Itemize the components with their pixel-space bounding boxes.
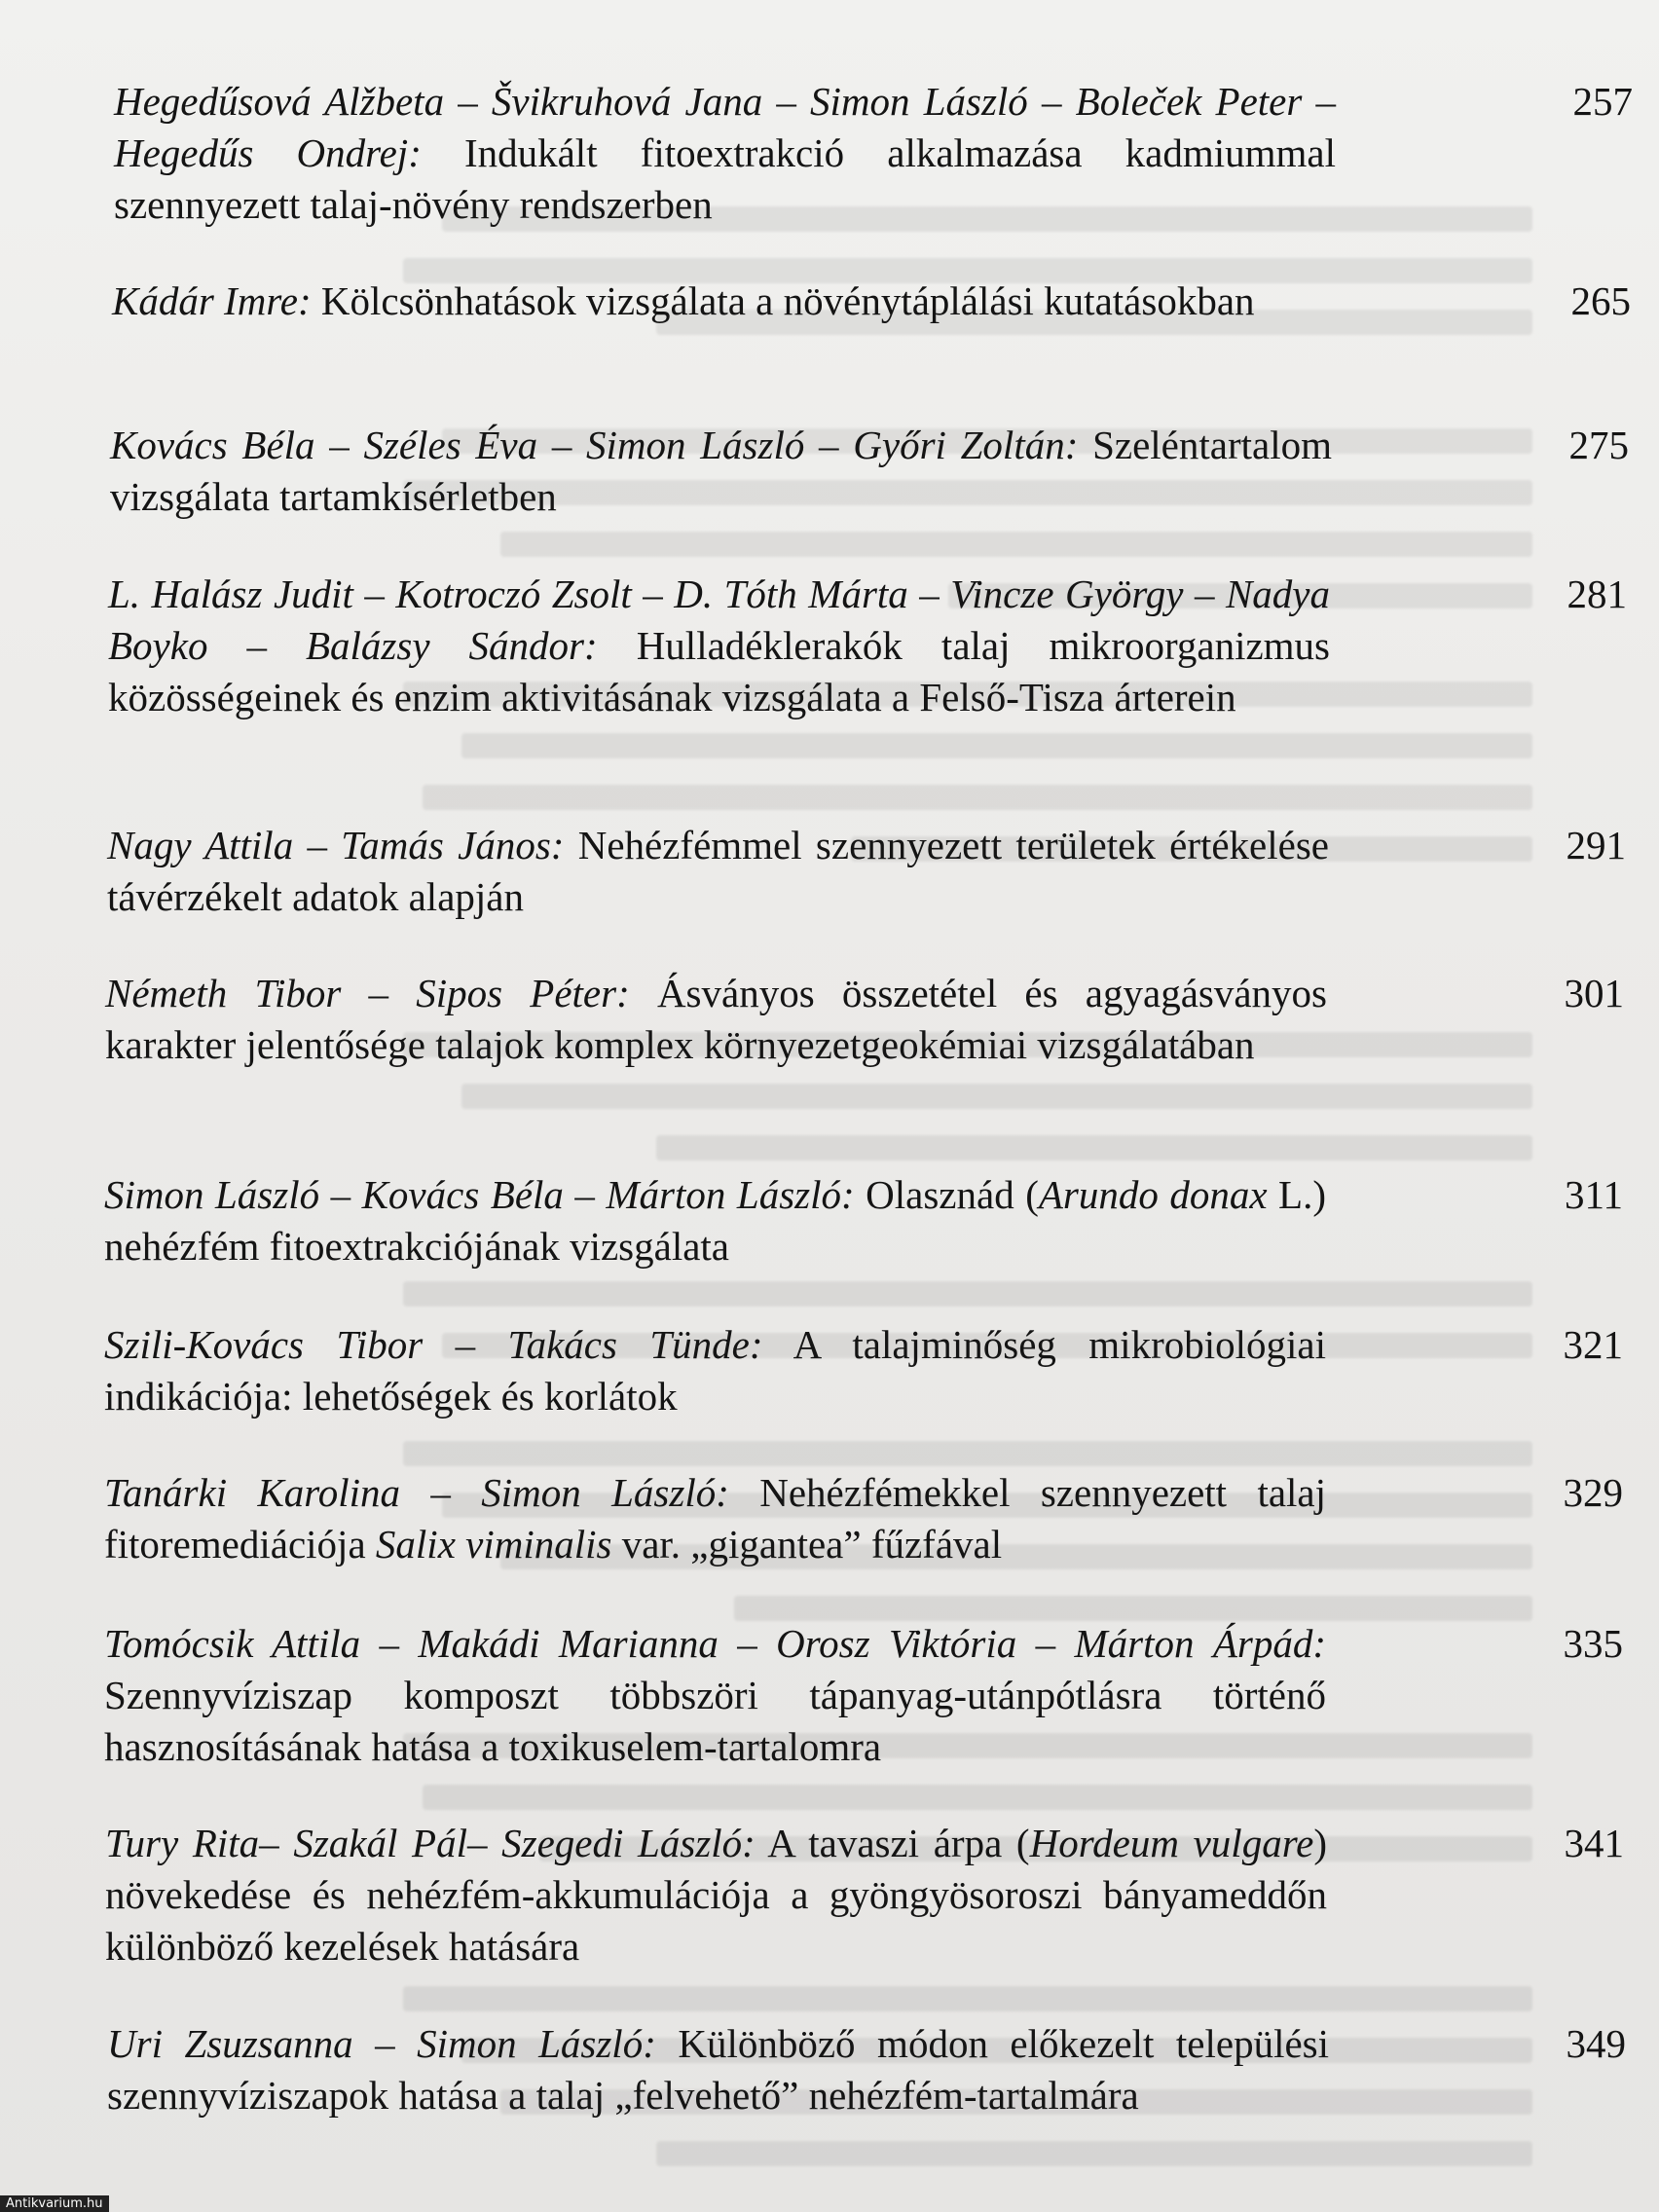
toc-entry-title-species: Arundo donax <box>1038 1172 1268 1217</box>
toc-entry-text <box>107 820 1329 923</box>
toc-entry <box>112 276 1631 327</box>
toc-entry-title: A talajminőség mikrobiológiai indikációja: lehetőségek és korlátok <box>104 1322 1326 1419</box>
toc-entry-authors: Uri Zsuzsanna – Simon László: <box>107 2021 656 2066</box>
toc-entry-title: Szeléntartalom vizsgálata tartamkísérletben <box>110 423 1332 519</box>
toc-entry <box>107 820 1626 923</box>
toc-entry-authors: Hegedűsová Alžbeta – Švikruhová Jana – Simon László – Boleček Peter – Hegedűs Ondrej: <box>114 79 1336 175</box>
toc-entry <box>108 569 1627 723</box>
toc-entry-text <box>114 76 1336 231</box>
toc-entry-authors: Németh Tibor – Sipos Péter: <box>105 971 630 1015</box>
toc-entry-title: Ásványos összetétel és agyagásványos karakter jelentősége talajok komplex környezetgeokémiai vizsgálatában <box>105 971 1327 1067</box>
toc-entry-authors: Kádár Imre: <box>112 278 312 323</box>
toc-entry-page: 275 <box>1568 423 1629 467</box>
toc-entry-page: 311 <box>1565 1172 1623 1217</box>
toc-entry-text <box>110 420 1332 523</box>
toc-entry <box>114 76 1633 231</box>
site-watermark: Antikvarium.hu <box>0 2195 109 2212</box>
toc-entry-page: 321 <box>1563 1322 1623 1367</box>
toc-entry-page: 301 <box>1564 971 1624 1015</box>
toc-entry-authors: Tomócsik Attila – Makádi Marianna – Orosz Viktória – Márton Árpád: <box>104 1621 1326 1666</box>
toc-entry-title-part: var. „gigantea” fűzfával <box>611 1522 1003 1567</box>
toc-entry-page: 349 <box>1566 2021 1626 2066</box>
toc-entry <box>104 1319 1623 1422</box>
toc-entry-text <box>104 1319 1326 1422</box>
toc-entry <box>104 1467 1623 1570</box>
toc-entry-text <box>108 569 1330 723</box>
toc-entry-authors: Kovács Béla – Széles Éva – Simon László – Győri Zoltán: <box>110 423 1079 467</box>
toc-entry-authors: L. Halász Judit – Kotroczó Zsolt – D. Tóth Márta – Vincze György – Nadya Boyko – Balázsy Sándor: <box>108 571 1330 668</box>
toc-entry <box>107 2018 1626 2121</box>
toc-entry-page: 281 <box>1567 571 1627 616</box>
toc-entry-text <box>104 1169 1326 1272</box>
toc-entry-authors: Szili-Kovács Tibor – Takács Tünde: <box>104 1322 763 1367</box>
toc-entry-title: Hulladéklerakók talaj mikroorganizmus közösségeinek és enzim aktivitásának vizsgálata a Felső-Tisza árterein <box>108 623 1331 719</box>
toc-entry-page: 335 <box>1563 1621 1623 1666</box>
toc-entry-page: 291 <box>1566 823 1626 867</box>
toc-entry-title-species: Salix viminalis <box>375 1522 612 1567</box>
toc-entry <box>104 1618 1623 1773</box>
toc-entry-title-part: ) növekedése és nehézfém-akkumulációja a gyöngyösoroszi bányameddőn különböző kezelések hatására <box>105 1821 1327 1969</box>
toc-entry-page: 265 <box>1570 278 1631 323</box>
toc-entry-title: Különböző módon előkezelt települési szennyvíziszapok hatása a talaj „felvehető” nehézfém-tartalmára <box>107 2021 1330 2118</box>
toc-entry-page: 329 <box>1563 1470 1623 1515</box>
toc-entry-text <box>105 968 1327 1071</box>
toc-entry <box>105 968 1624 1071</box>
toc-entry-text <box>107 2018 1329 2121</box>
toc-entry-title: Indukált fitoextrakció alkalmazása kadmiummal szennyezett talaj-növény rendszerben <box>114 130 1337 227</box>
toc-entry-text <box>112 276 1334 327</box>
toc-entry-title-part: Nehézfémekkel szennyezett talaj fitoremediációja <box>104 1470 1327 1567</box>
toc-entry-page: 341 <box>1564 1821 1624 1865</box>
toc-entry <box>105 1818 1624 1972</box>
toc-entry-title: Nehézfémmel szennyezett területek értékelése távérzékelt adatok alapján <box>107 823 1330 919</box>
toc-entry-title-part: Olasznád ( <box>866 1172 1039 1217</box>
toc-entry-title: Kölcsönhatások vizsgálata a növénytáplálási kutatásokban <box>320 278 1255 323</box>
toc-entry-authors: Tanárki Karolina – Simon László: <box>104 1470 729 1515</box>
toc-entry <box>104 1169 1623 1272</box>
toc-entry-title-species: Hordeum vulgare <box>1029 1821 1314 1865</box>
toc-entry-authors: Simon László – Kovács Béla – Márton László: <box>104 1172 855 1217</box>
toc-entry-title-part: A tavaszi árpa ( <box>767 1821 1030 1865</box>
toc-entry-title: Szennyvíziszap komposzt többszöri tápanyag-utánpótlásra történő hasznosításának hatása a toxikuselem-tartalomra <box>104 1673 1326 1769</box>
toc-entry-title-part: L.) nehézfém fitoextrakciójának vizsgálata <box>104 1172 1327 1269</box>
toc-entry-page: 257 <box>1572 79 1633 124</box>
toc-entry-authors: Tury Rita– Szakál Pál– Szegedi László: <box>105 1821 756 1865</box>
toc-entry-authors: Nagy Attila – Tamás János: <box>107 823 565 867</box>
toc-entry-text <box>104 1618 1326 1773</box>
toc-entry <box>110 420 1629 523</box>
toc-entry-text <box>104 1467 1326 1570</box>
toc-entry-text <box>105 1818 1327 1972</box>
